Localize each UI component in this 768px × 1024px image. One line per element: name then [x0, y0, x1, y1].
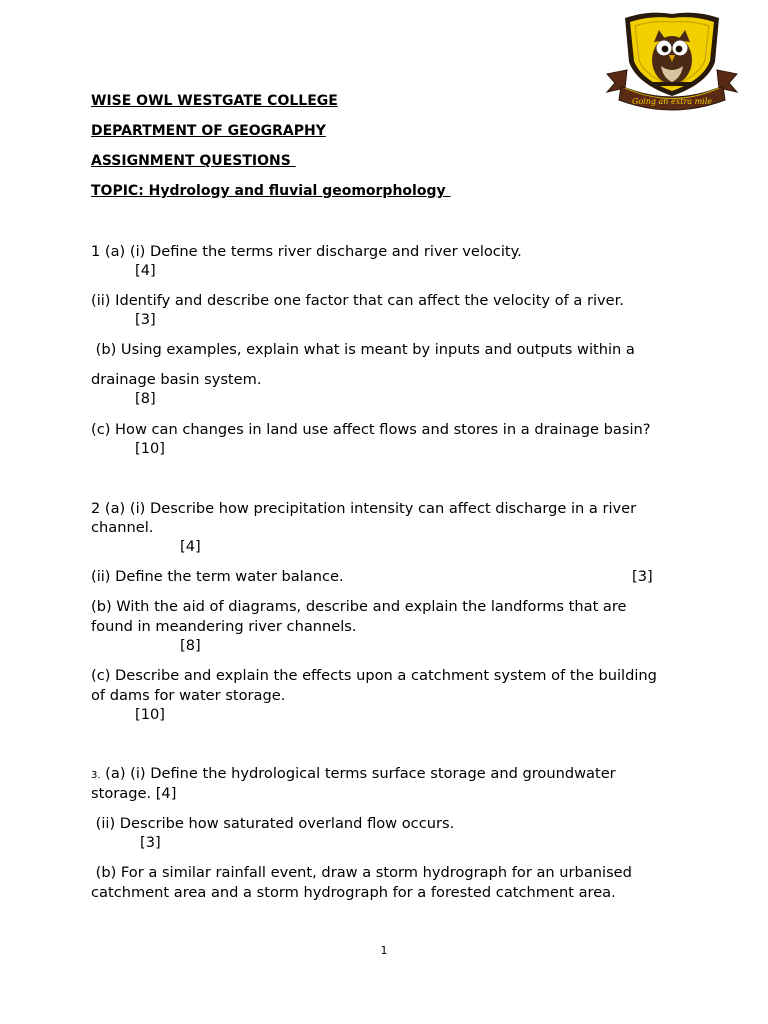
q1-b-text-line1: (b) Using examples, explain what is meant by inputs and outputs within a [91, 341, 635, 358]
q3-b-text-line2: catchment area and a storm hydrograph for a forested catchment area. [91, 884, 616, 901]
q1-b-marks: [8] [135, 390, 156, 407]
q2-b-marks: [8] [180, 637, 201, 654]
q3-a-i-text: (a) (i) Define the hydrological terms surface storage and groundwater [100, 765, 616, 782]
q2-c-text-line1: (c) Describe and explain the effects upon a catchment system of the building [91, 667, 657, 684]
q2-a-ii-text: (ii) Define the term water balance. [91, 568, 344, 585]
college-crest-logo [603, 8, 741, 116]
q3-a-ii-marks: [3] [140, 834, 161, 851]
q3-number: 3. [91, 770, 101, 781]
q1-b-text-line2: drainage basin system. [91, 371, 262, 388]
college-name: WISE OWL WESTGATE COLLEGE [91, 93, 338, 109]
q3-a-i-text-line2: storage. [4] [91, 785, 177, 802]
q1-c-marks: [10] [135, 440, 165, 457]
topic-heading: TOPIC: Hydrology and fluvial geomorphology [91, 183, 451, 199]
q3-a-ii-text: (ii) Describe how saturated overland flow occurs. [91, 815, 455, 832]
page-number: 1 [380, 944, 388, 957]
q2-b-text-line1: (b) With the aid of diagrams, describe and explain the landforms that are [91, 598, 627, 615]
q2-b-text-line2: found in meandering river channels. [91, 618, 357, 635]
q3-b-text-line1: (b) For a similar rainfall event, draw a storm hydrograph for an urbanised [91, 864, 632, 881]
q2-c-text-line2: of dams for water storage. [91, 687, 286, 704]
q1-a-ii-marks: [3] [135, 311, 156, 328]
assignment-heading: ASSIGNMENT QUESTIONS [91, 153, 296, 169]
logo-motto: Going an extra mile [631, 97, 713, 106]
q1-c-text: (c) How can changes in land use affect flows and stores in a drainage basin? [91, 421, 651, 438]
q2-c-marks: [10] [135, 706, 165, 723]
q3-a-i-text-line1 [91, 764, 616, 785]
q2-a-i-marks: [4] [180, 538, 201, 555]
q1-a-ii-text: (ii) Identify and describe one factor that can affect the velocity of a river. [91, 292, 624, 309]
department-name: DEPARTMENT OF GEOGRAPHY [91, 123, 326, 139]
q1-a-i-marks: [4] [135, 262, 156, 279]
q1-a-i-text: 1 (a) (i) Define the terms river discharge and river velocity. [91, 243, 522, 260]
q2-a-ii-marks: [3] [632, 568, 653, 585]
q2-a-i-text-line1: 2 (a) (i) Describe how precipitation intensity can affect discharge in a river [91, 500, 637, 517]
q2-a-i-text-line2: channel. [91, 519, 154, 536]
